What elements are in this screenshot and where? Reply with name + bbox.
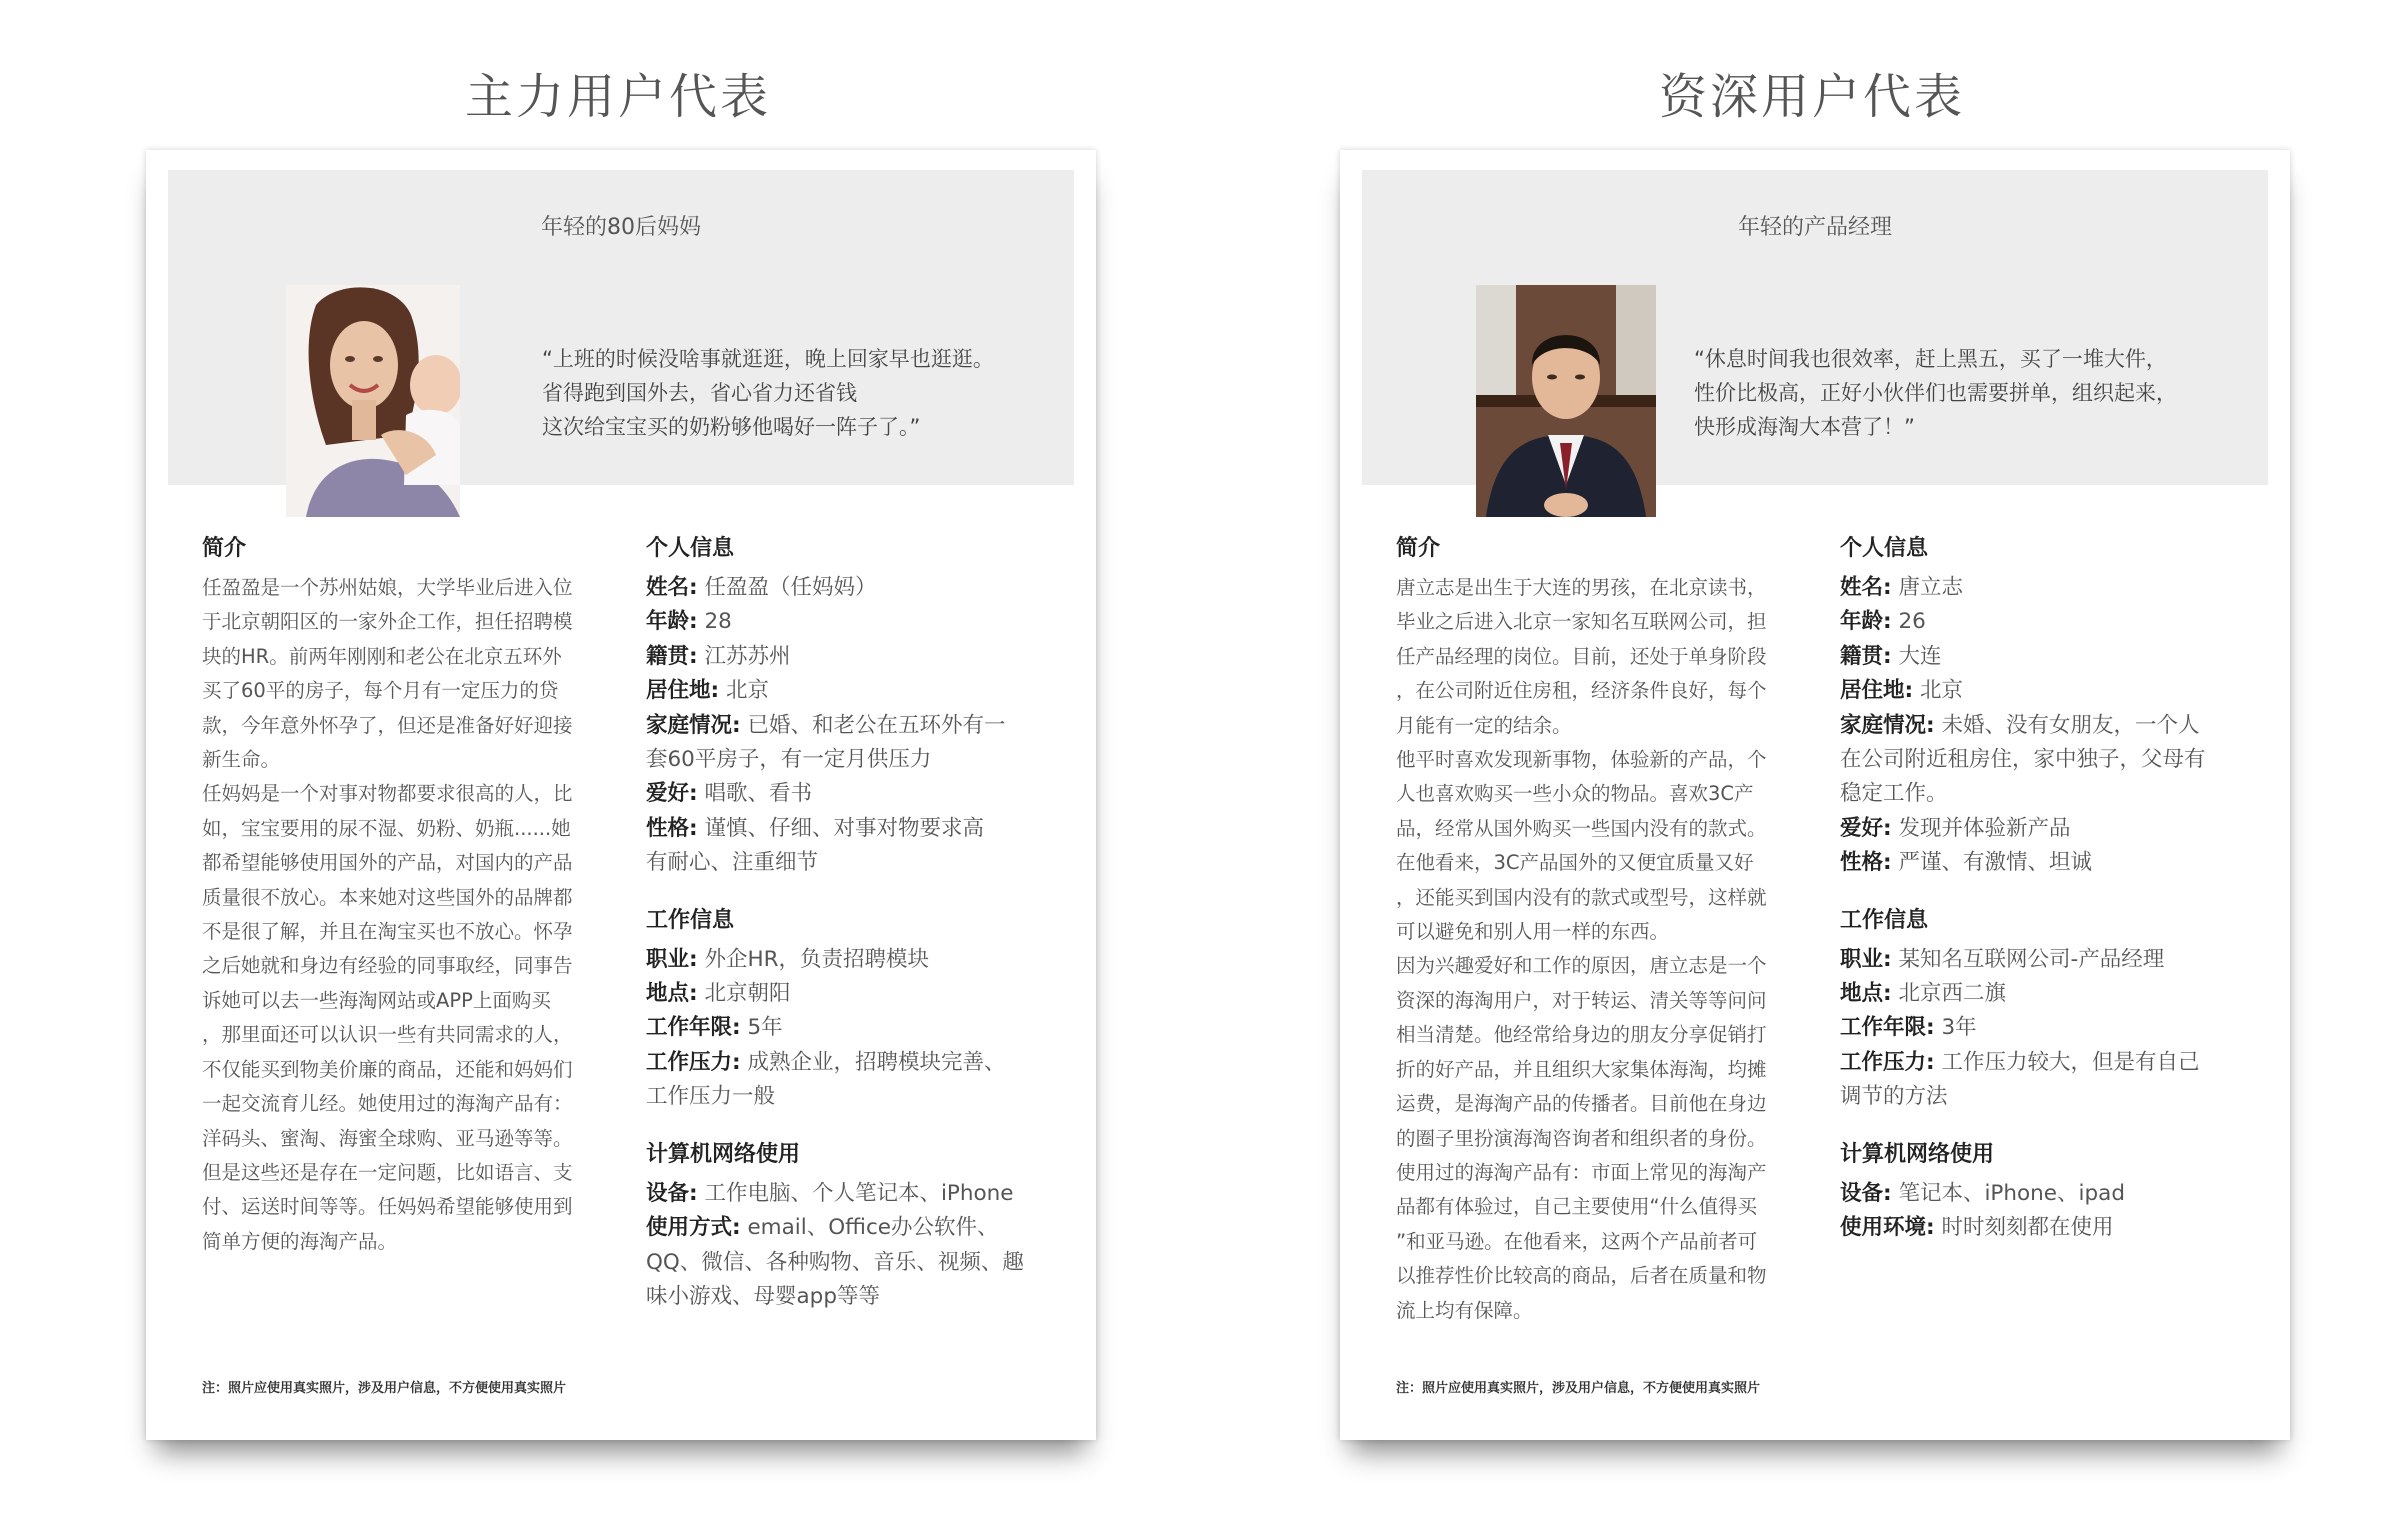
field-value: 3年 bbox=[1941, 1015, 1977, 1041]
field-label: 使用环境: bbox=[1840, 1215, 1935, 1241]
field-value: 有耐心、注重细节 bbox=[646, 850, 819, 876]
personal-row bbox=[646, 743, 1066, 777]
intro-line: 运费，是海淘产品的传播者。目前他在身边 bbox=[1396, 1092, 1767, 1116]
quote-line: “休息时间我也很效率，赶上黑五，买了一堆大件， bbox=[1694, 347, 2167, 371]
intro-line: 简单方便的海淘产品。 bbox=[202, 1229, 398, 1253]
field-value: 北京西二旗 bbox=[1898, 981, 2006, 1007]
intro-line: 买了60平的房子，每个月有一定压力的贷 bbox=[202, 679, 559, 703]
intro-line: 但是这些还是存在一定问题，比如语言、支 bbox=[202, 1160, 573, 1184]
field-value: email、Office办公软件、 bbox=[747, 1215, 999, 1241]
intro-title: 简介 bbox=[1396, 536, 1441, 561]
intro-line: 款，今年意外怀孕了，但还是准备好好迎接 bbox=[202, 713, 573, 737]
info-section bbox=[646, 533, 1066, 1314]
persona-photo-mother-baby bbox=[286, 285, 460, 517]
field-value: 某知名互联网公司-产品经理 bbox=[1898, 946, 2165, 972]
field-value: 工作电脑、个人笔记本、iPhone bbox=[704, 1180, 1014, 1206]
left-column-title: 主力用户代表 bbox=[464, 69, 771, 125]
intro-section bbox=[202, 533, 612, 1259]
intro-line: 折的好产品，并且组织大家集体海淘，均摊 bbox=[1396, 1057, 1767, 1081]
field-label: 地点: bbox=[646, 981, 698, 1007]
work-row bbox=[1840, 977, 2260, 1011]
personal-row bbox=[1840, 605, 2260, 639]
field-label: 爱好: bbox=[646, 781, 698, 807]
personal-row bbox=[1840, 674, 2260, 708]
personal-row bbox=[646, 674, 1066, 708]
field-value: 外企HR，负责招聘模块 bbox=[704, 946, 930, 972]
work-row bbox=[1840, 1080, 2260, 1114]
intro-line: 一起交流育儿经。她使用过的海淘产品有： bbox=[202, 1092, 573, 1116]
field-label: 工作年限: bbox=[646, 1015, 741, 1041]
net-row bbox=[1840, 1177, 2260, 1211]
intro-line: 洋码头、蜜淘、海蜜全球购、亚马逊等等。 bbox=[202, 1126, 573, 1150]
field-label: 居住地: bbox=[1840, 678, 1914, 704]
intro-line: 任产品经理的岗位。目前，还处于单身阶段 bbox=[1396, 644, 1767, 668]
network-usage-title: 计算机网络使用 bbox=[646, 1141, 801, 1167]
personal-info-title: 个人信息 bbox=[1840, 536, 1929, 561]
intro-title: 简介 bbox=[202, 536, 247, 561]
network-usage-title: 计算机网络使用 bbox=[1840, 1141, 1995, 1167]
field-value: 唱歌、看书 bbox=[704, 781, 812, 807]
field-value: 调节的方法 bbox=[1840, 1084, 1948, 1110]
field-value: 江苏苏州 bbox=[704, 643, 791, 669]
intro-line: 因为兴趣爱好和工作的原因，唐立志是一个 bbox=[1396, 954, 1767, 978]
work-row bbox=[646, 943, 1066, 977]
intro-line: 在他看来，3C产品国外的又便宜质量又好 bbox=[1396, 851, 1754, 875]
field-value: 北京朝阳 bbox=[704, 981, 791, 1007]
field-label: 家庭情况: bbox=[1840, 712, 1935, 738]
intro-line: ，在公司附近住房租，经济条件良好，每个 bbox=[1396, 679, 1767, 703]
personal-row bbox=[646, 605, 1066, 639]
field-label: 工作压力: bbox=[646, 1049, 741, 1075]
intro-line: ，那里面还可以认识一些有共同需求的人， bbox=[202, 1023, 573, 1047]
intro-line: ，还能买到国内没有的款式或型号，这样就 bbox=[1396, 885, 1767, 909]
personal-row bbox=[646, 709, 1066, 743]
quote-line: 快形成海淘大本营了！” bbox=[1694, 415, 1915, 439]
intro-line: 新生命。 bbox=[202, 748, 281, 772]
work-info-title: 工作信息 bbox=[646, 907, 735, 933]
personal-row bbox=[1840, 777, 2260, 811]
intro-line: 质量很不放心。本来她对这些国外的品牌都 bbox=[202, 885, 573, 909]
field-value: 味小游戏、母婴app等等 bbox=[646, 1283, 880, 1309]
field-value: 北京 bbox=[1919, 678, 1963, 704]
intro-line: 资深的海淘用户，对于转运、清关等等问问 bbox=[1396, 988, 1767, 1012]
intro-line: 诉她可以去一些海淘网站或APP上面购买 bbox=[202, 988, 551, 1012]
field-value: 稳定工作。 bbox=[1840, 781, 1948, 807]
intro-line: 品，经常从国外购买一些国内没有的款式。 bbox=[1396, 816, 1767, 840]
intro-line: 可以避免和别人用一样的东西。 bbox=[1396, 920, 1670, 944]
intro-line: 都希望能够使用国外的产品，对国内的产品 bbox=[202, 851, 573, 875]
personal-row bbox=[1840, 812, 2260, 846]
right-column-title: 资深用户代表 bbox=[1658, 69, 1965, 125]
persona-header-title: 年轻的产品经理 bbox=[1737, 215, 1892, 240]
intro-line: 毕业之后进入北京一家知名互联网公司，担 bbox=[1396, 610, 1767, 634]
personal-row bbox=[646, 846, 1066, 880]
net-row bbox=[1840, 1211, 2260, 1245]
intro-line: 人也喜欢购买一些小众的物品。喜欢3C产 bbox=[1396, 782, 1754, 806]
field-label: 职业: bbox=[1840, 946, 1892, 972]
quote-line: 性价比极高，正好小伙伴们也需要拼单，组织起来， bbox=[1694, 381, 2177, 405]
work-row bbox=[1840, 943, 2260, 977]
work-row bbox=[646, 1011, 1066, 1045]
intro-line: 不仅能买到物美价廉的商品，还能和妈妈们 bbox=[202, 1057, 573, 1081]
field-label: 工作压力: bbox=[1840, 1049, 1935, 1075]
net-row bbox=[646, 1246, 1066, 1280]
field-value: 北京 bbox=[725, 678, 769, 704]
field-value: 大连 bbox=[1898, 643, 1942, 669]
field-label: 年龄: bbox=[1840, 609, 1892, 635]
field-value: 26 bbox=[1898, 609, 1926, 635]
field-label: 姓名: bbox=[1840, 575, 1892, 600]
info-section bbox=[1840, 533, 2260, 1246]
persona-quote bbox=[542, 342, 1062, 444]
field-value: 5年 bbox=[747, 1015, 783, 1041]
intro-line: 不是很了解，并且在淘宝买也不放心。怀孕 bbox=[202, 920, 573, 944]
photo-note: 注：照片应使用真实照片，涉及用户信息，不方便使用真实照片 bbox=[202, 1381, 567, 1396]
persona-photo-young-man bbox=[1476, 285, 1656, 517]
work-info-title: 工作信息 bbox=[1840, 907, 1929, 933]
persona-header-title: 年轻的80后妈妈 bbox=[541, 215, 701, 240]
field-value: 时时刻刻都在使用 bbox=[1941, 1215, 2114, 1241]
personal-row bbox=[1840, 571, 2260, 605]
field-value: 严谨、有激情、坦诚 bbox=[1898, 850, 2092, 876]
field-value: 工作压力一般 bbox=[646, 1084, 776, 1110]
persona-card-left bbox=[146, 150, 1096, 1440]
work-row bbox=[1840, 1011, 2260, 1045]
field-label: 设备: bbox=[646, 1180, 698, 1206]
quote-line: 省得跑到国外去，省心省力还省钱 bbox=[542, 381, 857, 405]
field-label: 年龄: bbox=[646, 609, 698, 635]
field-value: 任盈盈（任妈妈） bbox=[704, 575, 877, 600]
work-row bbox=[646, 1080, 1066, 1114]
field-value: 在公司附近租房住，家中独子，父母有 bbox=[1840, 747, 2206, 773]
net-row bbox=[646, 1211, 1066, 1245]
intro-line: 任盈盈是一个苏州姑娘，大学毕业后进入位 bbox=[202, 576, 573, 599]
intro-line: 付、运送时间等等。任妈妈希望能够使用到 bbox=[202, 1195, 573, 1219]
field-value: 成熟企业，招聘模块完善、 bbox=[747, 1049, 1006, 1075]
intro-line: 任妈妈是一个对事对物都要求很高的人，比 bbox=[202, 782, 573, 806]
personal-row bbox=[1840, 743, 2260, 777]
field-label: 家庭情况: bbox=[646, 712, 741, 738]
field-value: 谨慎、仔细、对事对物要求高 bbox=[704, 815, 984, 841]
field-value: 唐立志 bbox=[1898, 575, 1963, 600]
field-label: 职业: bbox=[646, 946, 698, 972]
intro-line: 以推荐性价比较高的商品，后者在质量和物 bbox=[1396, 1264, 1767, 1288]
intro-line: 相当清楚。他经常给身边的朋友分享促销打 bbox=[1396, 1023, 1767, 1047]
net-row bbox=[646, 1280, 1066, 1314]
field-value: 套60平房子，有一定月供压力 bbox=[646, 747, 932, 773]
intro-line: 品都有体验过，自己主要使用“什么值得买 bbox=[1396, 1195, 1758, 1219]
field-label: 性格: bbox=[1840, 850, 1892, 876]
net-row bbox=[646, 1177, 1066, 1211]
intro-line: 块的HR。前两年刚刚和老公在北京五环外 bbox=[202, 644, 562, 668]
intro-line: 如，宝宝要用的尿不湿、奶粉、奶瓶......她 bbox=[202, 816, 571, 840]
intro-line: 他平时喜欢发现新事物，体验新的产品，个 bbox=[1396, 748, 1767, 772]
intro-line: 唐立志是出生于大连的男孩，在北京读书， bbox=[1396, 576, 1767, 599]
personal-row bbox=[1840, 640, 2260, 674]
quote-line: “上班的时候没啥事就逛逛，晚上回家早也逛逛。 bbox=[542, 347, 994, 371]
photo-note: 注：照片应使用真实照片，涉及用户信息，不方便使用真实照片 bbox=[1396, 1381, 1761, 1396]
field-label: 籍贯: bbox=[646, 643, 698, 669]
persona-quote bbox=[1694, 342, 2214, 444]
personal-row bbox=[646, 571, 1066, 605]
field-label: 性格: bbox=[646, 815, 698, 841]
field-value: 发现并体验新产品 bbox=[1898, 815, 2071, 841]
field-value: QQ、微信、各种购物、音乐、视频、趣 bbox=[646, 1249, 1024, 1275]
persona-card-right bbox=[1340, 150, 2290, 1440]
field-label: 姓名: bbox=[646, 575, 698, 600]
personal-row bbox=[1840, 709, 2260, 743]
personal-row bbox=[1840, 846, 2260, 880]
field-label: 工作年限: bbox=[1840, 1015, 1935, 1041]
intro-line: 之后她就和身边有经验的同事取经，同事告 bbox=[202, 954, 573, 978]
personal-row bbox=[646, 640, 1066, 674]
intro-section bbox=[1396, 533, 1806, 1328]
personal-row bbox=[646, 777, 1066, 811]
field-label: 爱好: bbox=[1840, 815, 1892, 841]
field-label: 设备: bbox=[1840, 1180, 1892, 1206]
field-label: 地点: bbox=[1840, 981, 1892, 1007]
field-value: 笔记本、iPhone、ipad bbox=[1898, 1180, 2125, 1206]
field-value: 28 bbox=[704, 609, 732, 635]
field-label: 居住地: bbox=[646, 678, 720, 704]
personal-row bbox=[646, 812, 1066, 846]
intro-line: 使用过的海淘产品有：市面上常见的海淘产 bbox=[1396, 1160, 1767, 1184]
field-value: 工作压力较大，但是有自己 bbox=[1941, 1049, 2200, 1075]
personal-info-title: 个人信息 bbox=[646, 536, 735, 561]
field-value: 未婚、没有女朋友，一个人 bbox=[1941, 712, 2200, 738]
quote-line: 这次给宝宝买的奶粉够他喝好一阵子了。” bbox=[542, 415, 921, 439]
field-label: 籍贯: bbox=[1840, 643, 1892, 669]
intro-line: 流上均有保障。 bbox=[1396, 1298, 1533, 1322]
field-value: 已婚、和老公在五环外有一 bbox=[747, 712, 1006, 738]
intro-line: 于北京朝阳区的一家外企工作，担任招聘模 bbox=[202, 610, 573, 634]
intro-line: 月能有一定的结余。 bbox=[1396, 713, 1572, 737]
work-row bbox=[646, 977, 1066, 1011]
intro-line: ”和亚马逊。在他看来，这两个产品前者可 bbox=[1396, 1229, 1758, 1253]
intro-line: 的圈子里扮演海淘咨询者和组织者的身份。 bbox=[1396, 1126, 1767, 1150]
work-row bbox=[1840, 1046, 2260, 1080]
field-label: 使用方式: bbox=[646, 1215, 741, 1241]
work-row bbox=[646, 1046, 1066, 1080]
